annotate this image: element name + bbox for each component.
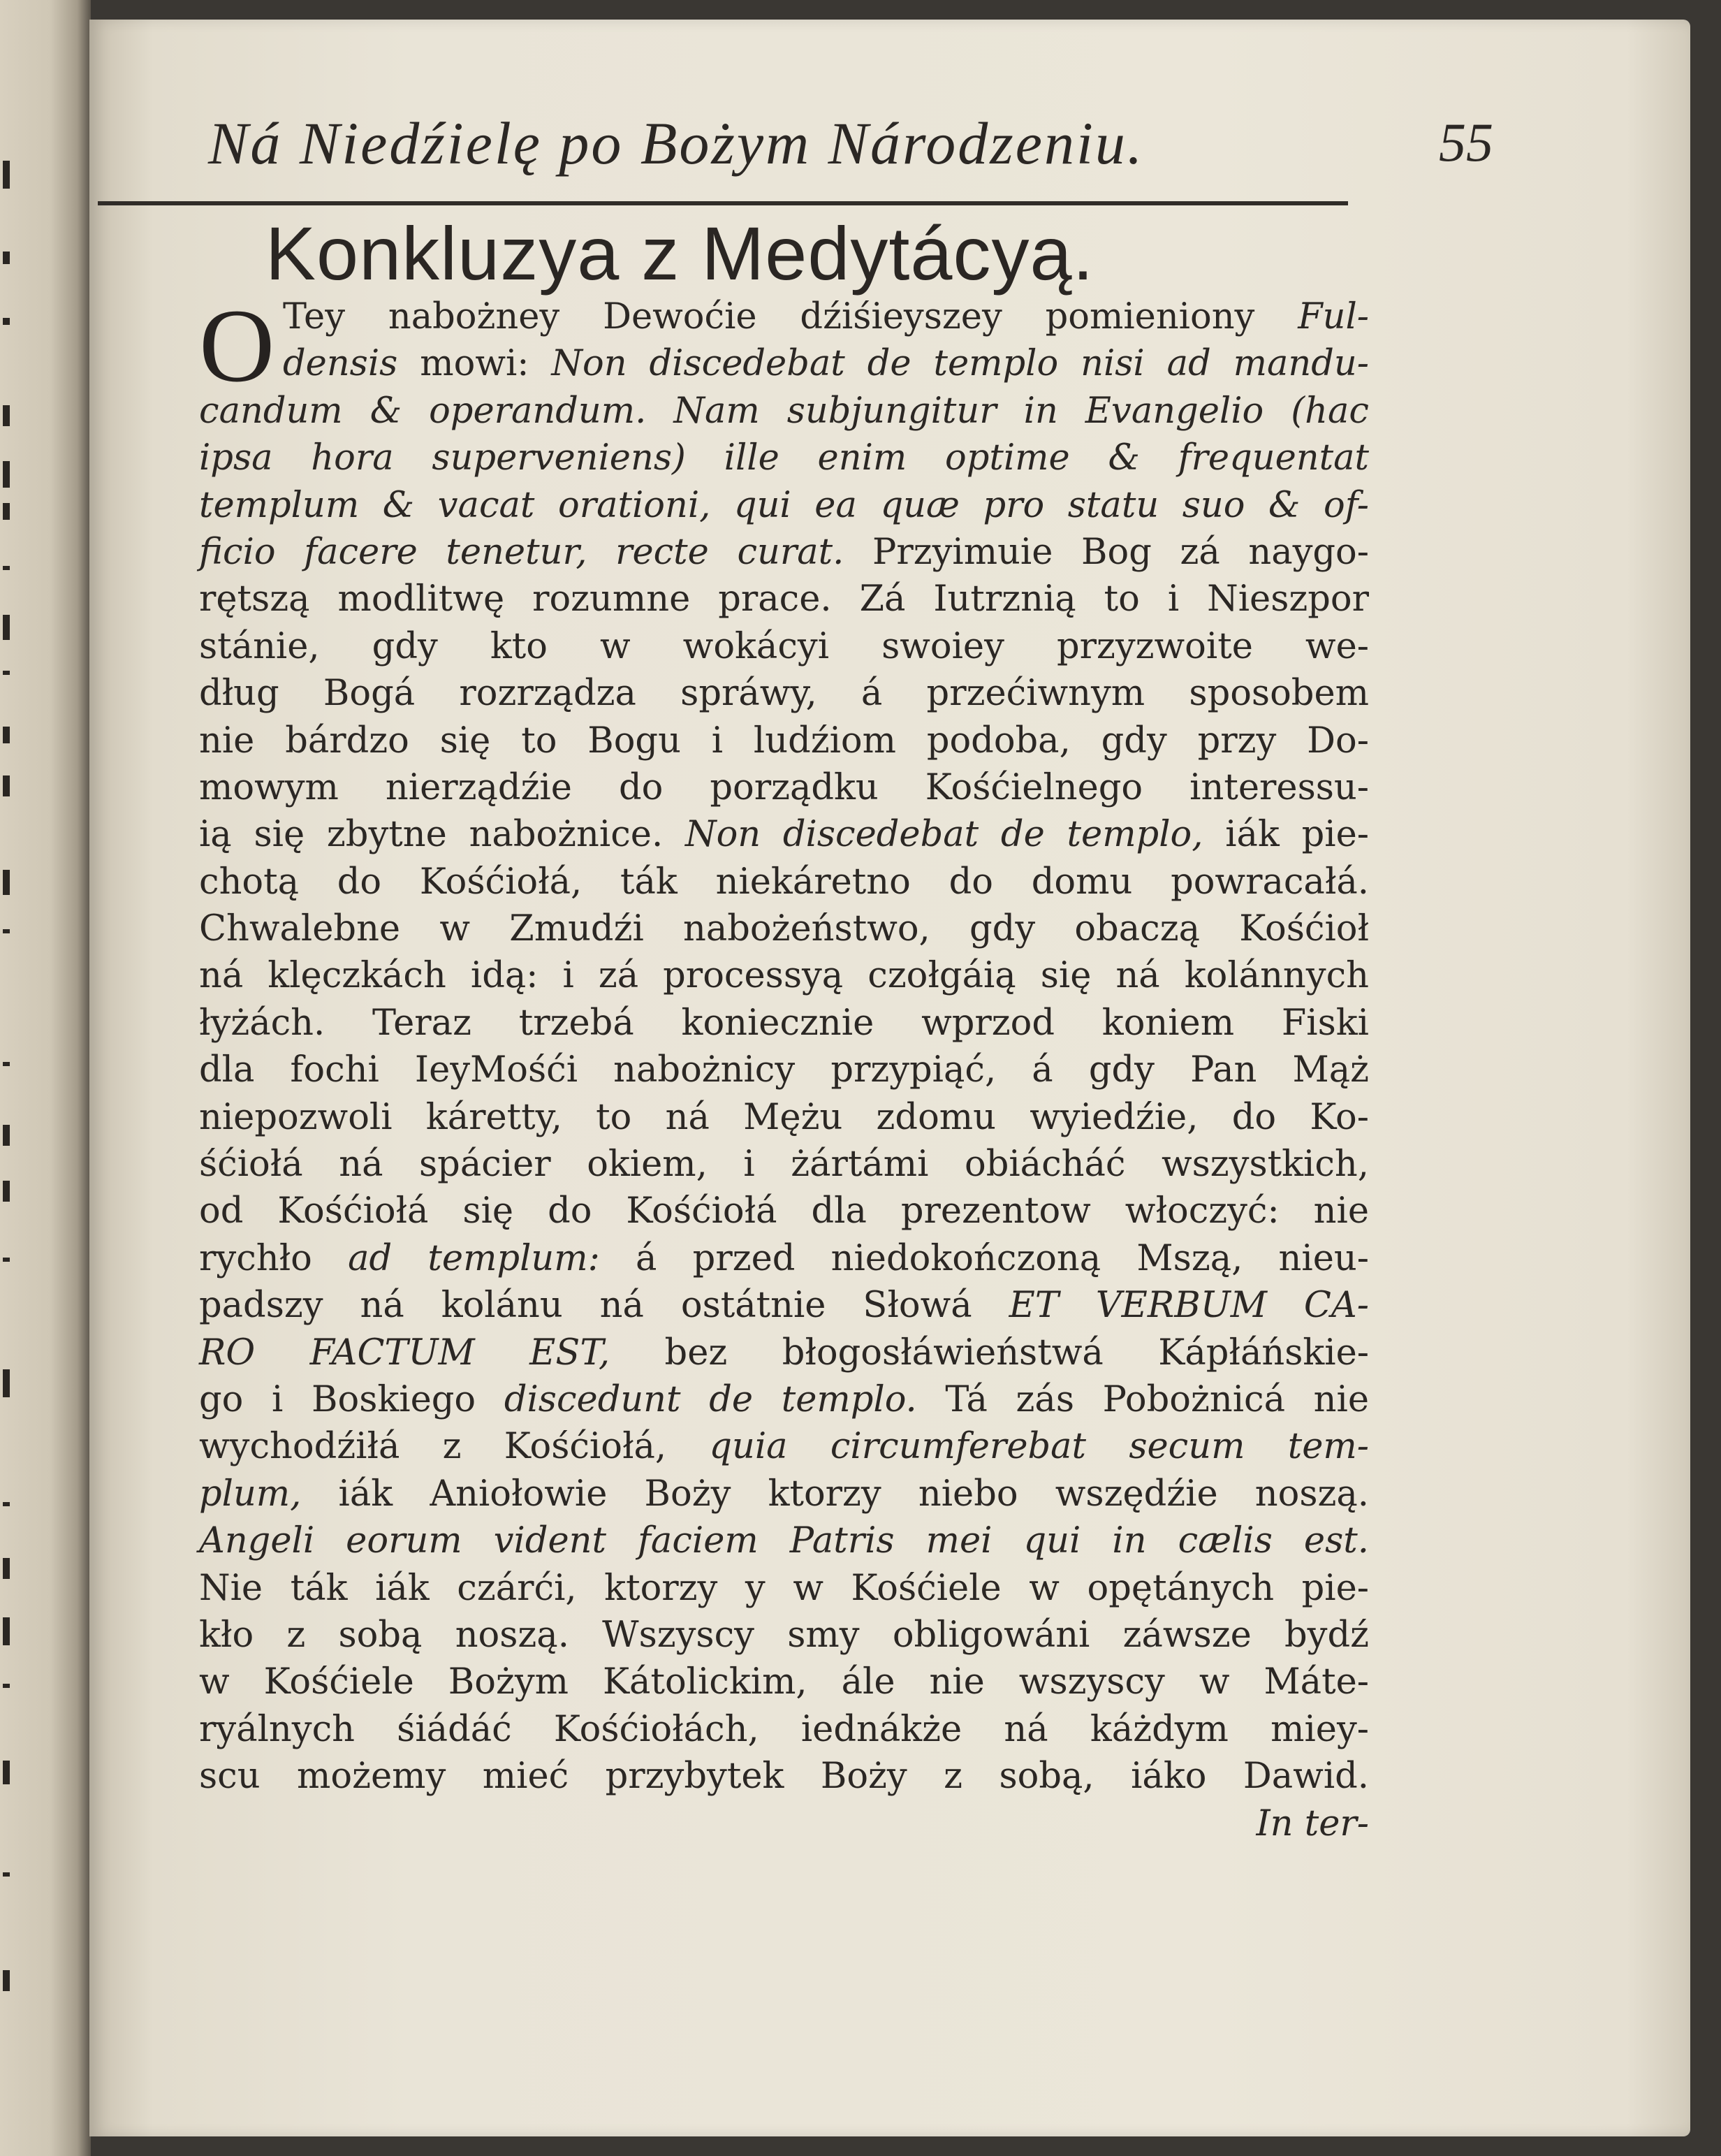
text-line [199,1612,1369,1659]
text-line [199,1376,1369,1423]
page-number: 55 [1439,112,1493,173]
text-run: od Kośćiołá się do Kośćiołá dla prezentow włoczyć: nie [199,1190,1369,1232]
text-run: Tá zás Pobożnicá nie [916,1378,1369,1420]
text-run: ryálnych śiádáć Kośćiołách, iednákże ná káżdym miey- [199,1708,1369,1750]
italic-text-run: ET VERBUM CA- [1009,1285,1369,1327]
text-line [199,1330,1369,1376]
text-line [199,1565,1369,1612]
text-line [199,764,1369,811]
text-run: ná klęczkách idą: i zá processyą czołgáią się ná kolánnych [199,955,1369,997]
text-run: rychło [199,1237,349,1279]
text-line [199,811,1369,858]
text-line [199,1235,1369,1282]
text-line [199,1141,1369,1188]
text-run: chotą do Kośćiołá, ták niekáretno do domu powracałá. [199,861,1369,903]
text-run: scu możemy mieć przybytek Boży z sobą, iáko Dawid. [199,1756,1369,1798]
text-line [199,905,1369,952]
text-line [199,529,1369,576]
text-run: stánie, gdy kto w wokácyi swoiey przyzwoite we- [199,625,1369,667]
text-run: mowym nierządźie do porządku Kośćielnego interessu- [199,766,1369,808]
drop-initial: O [199,288,275,404]
italic-text-run: templum & vacat orationi, qui ea quæ pro statu suo & of- [199,484,1369,526]
italic-text-run: Non discedebat de templo, [684,814,1203,856]
text-line [283,340,1369,387]
text-line [199,1706,1369,1753]
italic-text-run: Non discedebat de templo nisi ad mandu- [551,343,1369,385]
text-run: padszy ná kolánu ná ostátnie Słowá [199,1285,1009,1327]
italic-text-run: quia circumferebat secum tem- [709,1426,1369,1468]
text-run: Nie ták iák czárći, ktorzy y w Kośćiele w opętánych pie- [199,1567,1369,1609]
text-run: á przed niedokończoną Mszą, nieu- [599,1237,1369,1279]
text-run: wychodźiłá z Kośćiołá, [199,1426,710,1468]
italic-text-run: plum, [199,1473,302,1515]
running-title: Ná Niedźielę po Bożym Národzeniu. [208,110,1145,177]
text-run: ią się zbytne nabożnice. [199,814,685,856]
text-run: dług Bogá rozrządza spráwy, á przećiwnym sposobem [199,673,1369,715]
text-run: iák pie- [1203,814,1369,856]
text-run: Chwalebne w Zmudźi nabożeństwo, gdy obaczą Kośćioł [199,908,1369,950]
page-header [103,108,1493,185]
text-line [199,623,1369,670]
text-run: łyżách. Teraz trzebá koniecznie wprzod koniem Fiski [199,1002,1369,1044]
header-rule [98,201,1348,205]
text-line [199,952,1369,999]
italic-text-run: candum & operandum. Nam subjungitur in Evangelio (hac [199,390,1369,432]
text-run: Tey nabożney Dewoćie dźiśieyszey pomieniony [283,296,1298,337]
section-heading: Konkluzya z Medytácyą. [265,211,1094,296]
body-text [199,288,1369,1847]
left-page-text-fragments [0,0,21,2156]
text-run: w Kośćiele Bożym Kátolickim, ále nie wszyscy w Máte- [199,1661,1369,1703]
text-run: kło z sobą noszą. Wszyscy smy obligowáni záwsze bydź [199,1614,1369,1656]
text-line [199,1471,1369,1517]
text-line [199,1753,1369,1800]
text-line [199,1423,1369,1470]
italic-text-run: ipsa hora superveniens) ille enim optime & frequentat [199,437,1369,479]
text-run: nie bárdzo się to Bogu i ludźiom podoba, gdy przy Do- [199,720,1369,762]
text-run: bez błogosłáwieństwá Kápłáńskie- [610,1332,1369,1374]
text-line [199,718,1369,764]
text-line [283,293,1369,340]
text-line [199,388,1369,435]
text-run: śćiołá ná spácier okiem, i żártámi obiácháć wszystkich, [199,1144,1369,1186]
text-run: rętszą modlitwę rozumne prace. Zá Iutrznią to i Nieszpor [199,578,1369,620]
text-line [199,1094,1369,1141]
text-line [199,1000,1369,1047]
italic-text-run: ad templum: [348,1237,600,1279]
italic-text-run: discedunt de templo. [504,1378,917,1420]
text-line [199,1517,1369,1564]
text-run: dla fochi IeyMośći nabożnicy przypiąć, á gdy Pan Mąż [199,1049,1369,1091]
text-run: niepozwoli káretty, to ná Mężu zdomu wyiedźie, do Ko- [199,1096,1369,1138]
text-line [199,482,1369,529]
italic-text-run: Ful- [1298,296,1369,337]
text-run: iák Aniołowie Boży ktorzy niebo wszędźie noszą. [301,1473,1369,1515]
italic-text-run: Angeli eorum vident faciem Patris mei qui in cælis est. [199,1520,1369,1562]
text-line [199,670,1369,717]
text-run: go i Boskiego [199,1378,504,1420]
text-line [199,1188,1369,1234]
italic-text-run: ficio facere tenetur, recte curat. [199,531,844,573]
text-line [199,1282,1369,1329]
text-line [199,435,1369,481]
text-line [199,1047,1369,1093]
catchword: In ter- [1256,1802,1369,1844]
italic-text-run: RO FACTUM EST, [199,1332,610,1374]
text-line [199,576,1369,622]
text-run: mowi: [397,343,552,385]
italic-text-run: densis [283,343,398,385]
text-run: Przyimuie Bog zá naygo- [844,531,1369,573]
text-line [199,859,1369,905]
text-line [199,1659,1369,1705]
